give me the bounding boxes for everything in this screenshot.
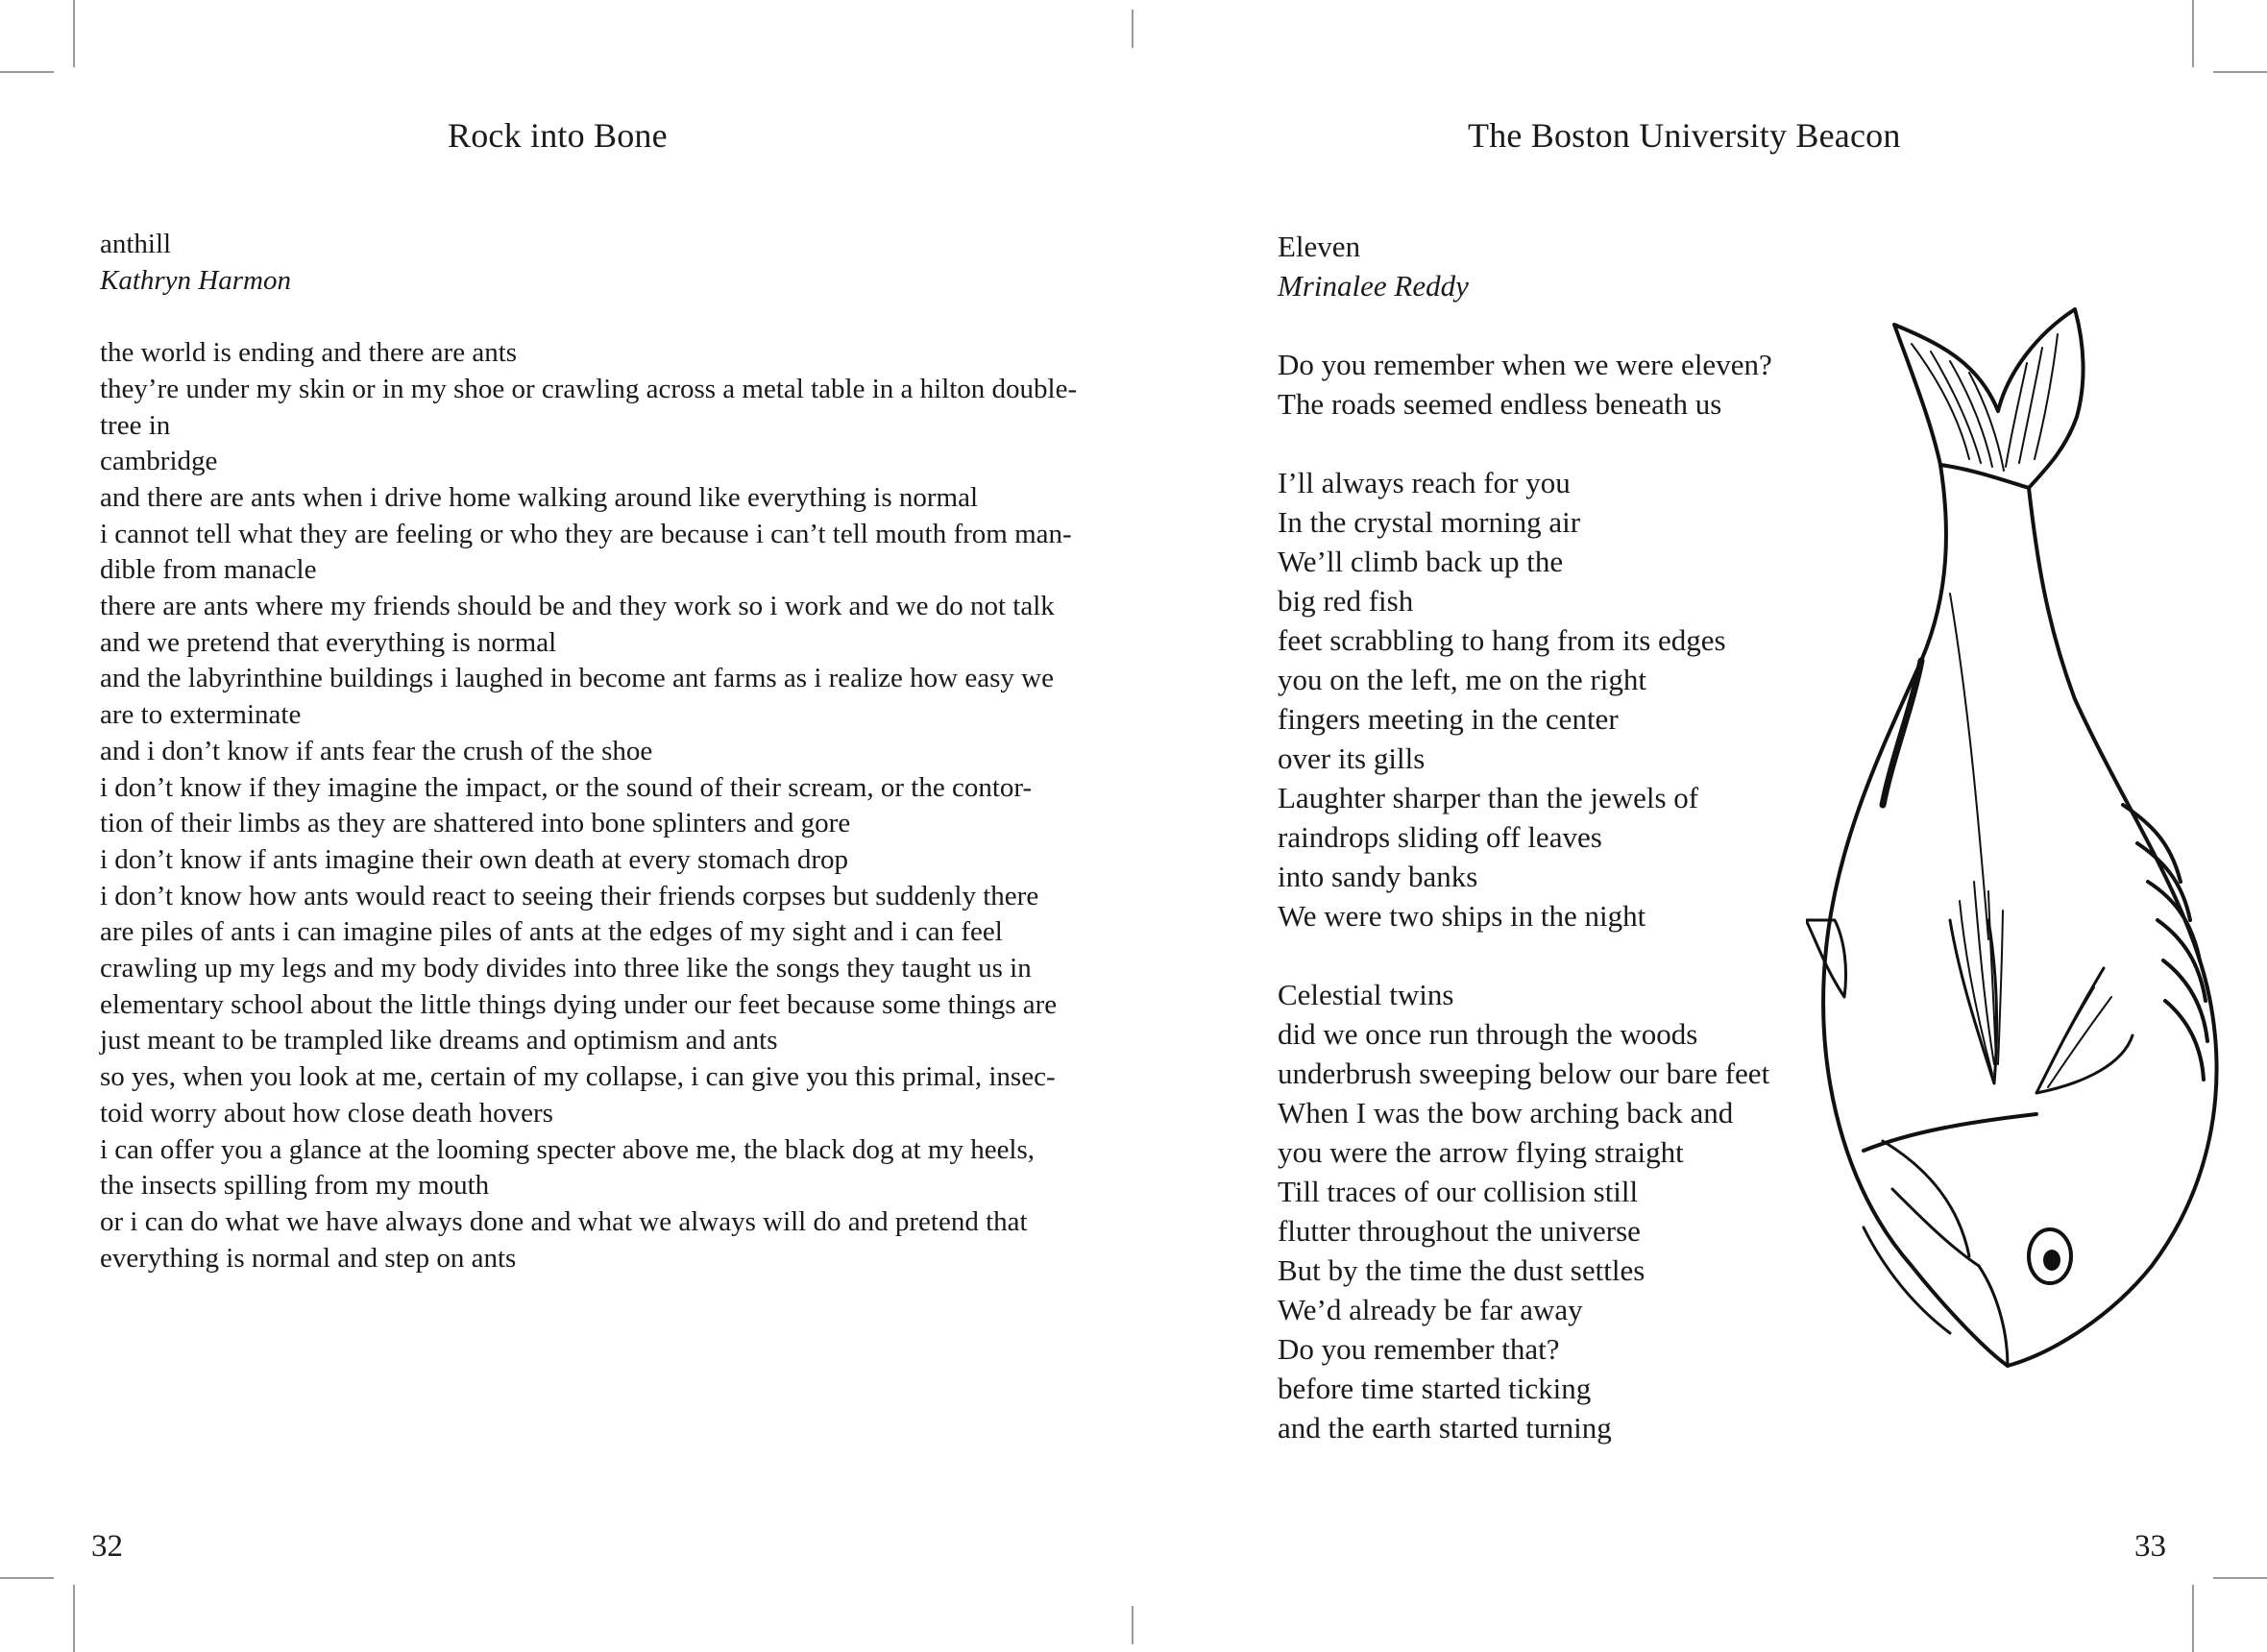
running-head: Rock into Bone bbox=[448, 116, 668, 155]
poem-line: elementary school about the little things dying under our feet because some things are bbox=[100, 988, 1058, 1020]
poem-line: so yes, when you look at me, certain of my collapse, i can give you this primal, insec- bbox=[100, 1061, 1056, 1093]
poem-line: i cannot tell what they are feeling or who they are because i can’t tell mouth from man- bbox=[100, 518, 1072, 549]
page-number: 32 bbox=[91, 1529, 123, 1564]
poem-line: I’ll always reach for you bbox=[1278, 466, 1571, 499]
poem-line: Do you remember when we were eleven? bbox=[1278, 348, 1772, 381]
poem-line: We’ll climb back up the bbox=[1278, 545, 1564, 578]
poem-line: and the labyrinthine buildings i laughed in become ant farms as i realize how easy we bbox=[100, 663, 1054, 694]
poem-line: there are ants where my friends should be and they work so i work and we do not talk bbox=[100, 591, 1055, 622]
poem-line: big red fish bbox=[1278, 584, 1414, 618]
poem-line: i don’t know how ants would react to seeing their friends corpses but suddenly there bbox=[100, 880, 1039, 911]
poem-line: the insects spilling from my mouth bbox=[100, 1170, 490, 1202]
poem-line: fingers meeting in the center bbox=[1278, 702, 1619, 736]
poem-line: before time started ticking bbox=[1278, 1372, 1592, 1405]
page-number: 33 bbox=[2134, 1529, 2166, 1564]
poem-line: But by the time the dust settles bbox=[1278, 1253, 1645, 1287]
poem-line: and i don’t know if ants fear the crush of the shoe bbox=[100, 735, 653, 766]
poem-line: into sandy banks bbox=[1278, 860, 1478, 893]
poem-line: i don’t know if they imagine the impact, or the sound of their scream, or the contor- bbox=[100, 771, 1033, 803]
poem-line: or i can do what we have always done and what we always will do and pretend that bbox=[100, 1205, 1028, 1237]
poem-line: crawling up my legs and my body divides into three like the songs they taught us in bbox=[100, 953, 1032, 984]
poem-line: they’re under my skin or in my shoe or crawling across a metal table in a hilton double- bbox=[100, 373, 1078, 404]
poem-line: did we once run through the woods bbox=[1278, 1017, 1698, 1051]
poem-line: In the crystal morning air bbox=[1278, 505, 1581, 539]
poem-eleven bbox=[1278, 227, 1816, 1447]
running-head: The Boston University Beacon bbox=[1468, 116, 1901, 155]
poem-line: and we pretend that everything is normal bbox=[100, 626, 557, 658]
poem-line: We were two ships in the night bbox=[1278, 899, 1646, 933]
poem-stanza bbox=[1278, 975, 1816, 1447]
poem-line: When I was the bow arching back and bbox=[1278, 1096, 1734, 1130]
poem-body bbox=[100, 335, 1123, 1276]
poem-line: you on the left, me on the right bbox=[1278, 663, 1646, 696]
poem-line: and there are ants when i drive home walking around like everything is normal bbox=[100, 481, 979, 513]
poem-line: Celestial twins bbox=[1278, 978, 1454, 1011]
poem-line: Laughter sharper than the jewels of bbox=[1278, 781, 1699, 814]
poem-line: you were the arrow flying straight bbox=[1278, 1135, 1684, 1169]
poem-stanza bbox=[1278, 345, 1816, 424]
poem-title: Eleven bbox=[1278, 230, 1361, 263]
poem-line: raindrops sliding off leaves bbox=[1278, 820, 1602, 854]
poem-line: tion of their limbs as they are shattered into bone splinters and gore bbox=[100, 808, 851, 839]
poem-author: Kathryn Harmon bbox=[100, 264, 291, 296]
fish-illustration bbox=[1806, 305, 2267, 1381]
poem-line: over its gills bbox=[1278, 741, 1426, 775]
poem-line: The roads seemed endless beneath us bbox=[1278, 387, 1722, 421]
poem-title: anthill bbox=[100, 229, 172, 259]
poem-line: everything is normal and step on ants bbox=[100, 1242, 517, 1274]
poem-line: and the earth started turning bbox=[1278, 1411, 1612, 1445]
poem-line: tree in bbox=[100, 409, 171, 441]
poem-line: are piles of ants i can imagine piles of ants at the edges of my sight and i can feel bbox=[100, 916, 1003, 948]
poem-author: Mrinalee Reddy bbox=[1278, 269, 1469, 303]
poem-line: Do you remember that? bbox=[1278, 1332, 1560, 1366]
poem-line: are to exterminate bbox=[100, 699, 302, 731]
poem-line: i don’t know if ants imagine their own death at every stomach drop bbox=[100, 843, 849, 875]
poem-line: Till traces of our collision still bbox=[1278, 1175, 1639, 1208]
poem-line: flutter throughout the universe bbox=[1278, 1214, 1641, 1248]
poem-line: just meant to be trampled like dreams and optimism and ants bbox=[100, 1025, 778, 1057]
poem-line: toid worry about how close death hovers bbox=[100, 1097, 553, 1129]
poem-line: feet scrabbling to hang from its edges bbox=[1278, 623, 1726, 657]
poem-line: i can offer you a glance at the looming specter above me, the black dog at my heels, bbox=[100, 1133, 1036, 1165]
poem-stanza bbox=[1278, 463, 1816, 935]
poem-anthill bbox=[100, 227, 1123, 1276]
poem-line: cambridge bbox=[100, 446, 218, 477]
poem-line: We’d already be far away bbox=[1278, 1293, 1583, 1326]
poem-line: underbrush sweeping below our bare feet bbox=[1278, 1057, 1770, 1090]
poem-line: the world is ending and there are ants bbox=[100, 337, 518, 369]
poem-line: dible from manacle bbox=[100, 554, 317, 586]
